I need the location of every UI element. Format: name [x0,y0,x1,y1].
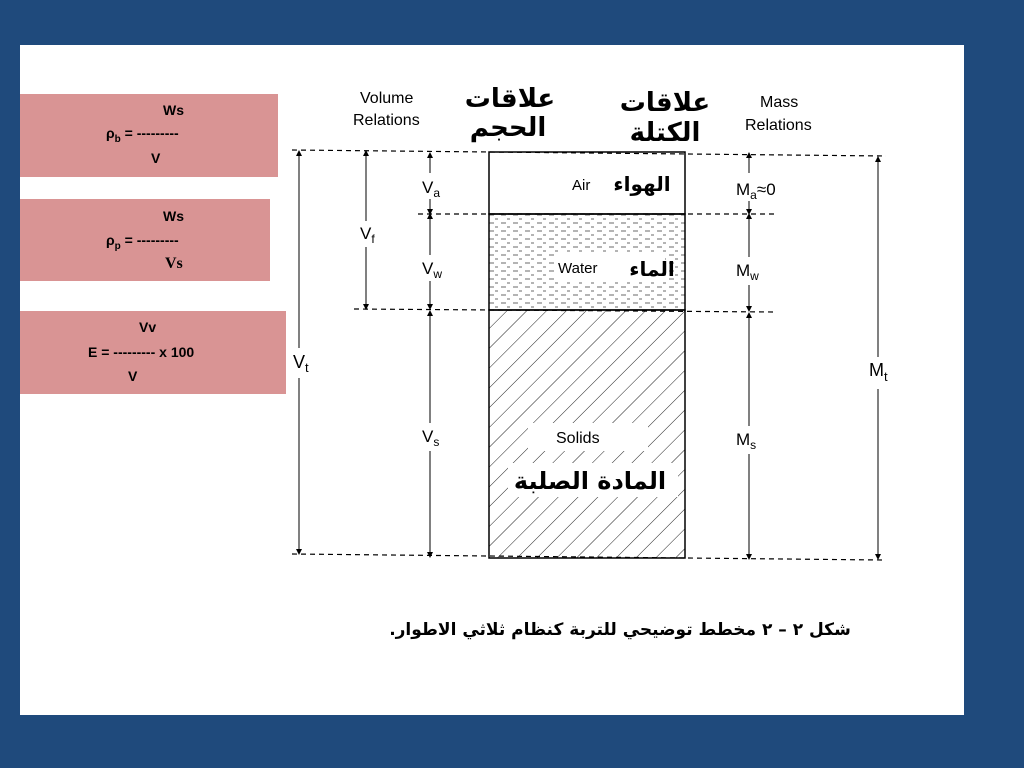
air-label-en: Air [572,177,591,194]
volume-header-ar-1: علاقات [464,84,556,114]
slide [20,45,964,715]
va-sub: a [433,186,441,200]
mt-main: M [869,360,884,380]
ms-sub: s [750,438,757,452]
rho-symbol: ρ [106,232,115,248]
mw-sub: w [750,269,759,283]
soil-phase-diagram [20,45,964,605]
fraction-rule: = --------- [124,125,179,141]
volume-header-ar-2: الحجم [469,113,547,143]
mass-header-ar-2: الكتلة [629,118,701,148]
ma-main: M [736,180,751,199]
volume-header-en-2: Relations [353,112,420,129]
particle-density-denominator: Vs [165,255,183,272]
mass-header-en-2: Relations [745,117,812,134]
air-label-ar: الهواء [613,172,671,196]
ma-suffix: ≈0 [756,180,776,199]
rho-subscript: b [114,133,121,145]
vs-main: V [422,427,434,446]
vf-main: V [360,224,372,243]
mt-sub: t [884,369,888,384]
solids-label-ar: المادة الصلبة [513,467,667,495]
ma-sub: a [750,188,757,202]
vs-sub: s [433,435,440,449]
porosity-equation: E = --------- x 100 [88,344,195,360]
porosity-denominator: V [128,368,138,384]
rho-subscript: p [114,240,121,252]
va-main: V [422,178,434,197]
rho-symbol: ρ [106,125,115,141]
bulk-density-numerator: Ws [163,102,184,118]
water-label-en: Water [558,260,598,277]
water-label-ar: الماء [629,257,675,281]
porosity-numerator: Vv [139,319,157,335]
figure-caption: شكل ٢ – ٢ مخطط توضيحي للتربة كنظام ثلاثي الاطوار. [389,620,851,640]
mass-header-ar-1: علاقات [619,88,711,118]
vw-main: V [422,259,434,278]
solids-label-en: Solids [556,430,600,447]
mass-header-en-1: Mass [760,94,799,111]
vt-main: V [293,352,306,372]
vf-sub: f [371,232,375,246]
volume-header-en-1: Volume [360,90,414,107]
mw-main: M [736,261,751,280]
fraction-rule: = --------- [124,232,179,248]
vw-sub: w [433,267,443,281]
bulk-density-denominator: V [151,150,161,166]
particle-density-numerator: Ws [163,208,184,224]
vt-sub: t [305,360,309,375]
ms-main: M [736,430,751,449]
